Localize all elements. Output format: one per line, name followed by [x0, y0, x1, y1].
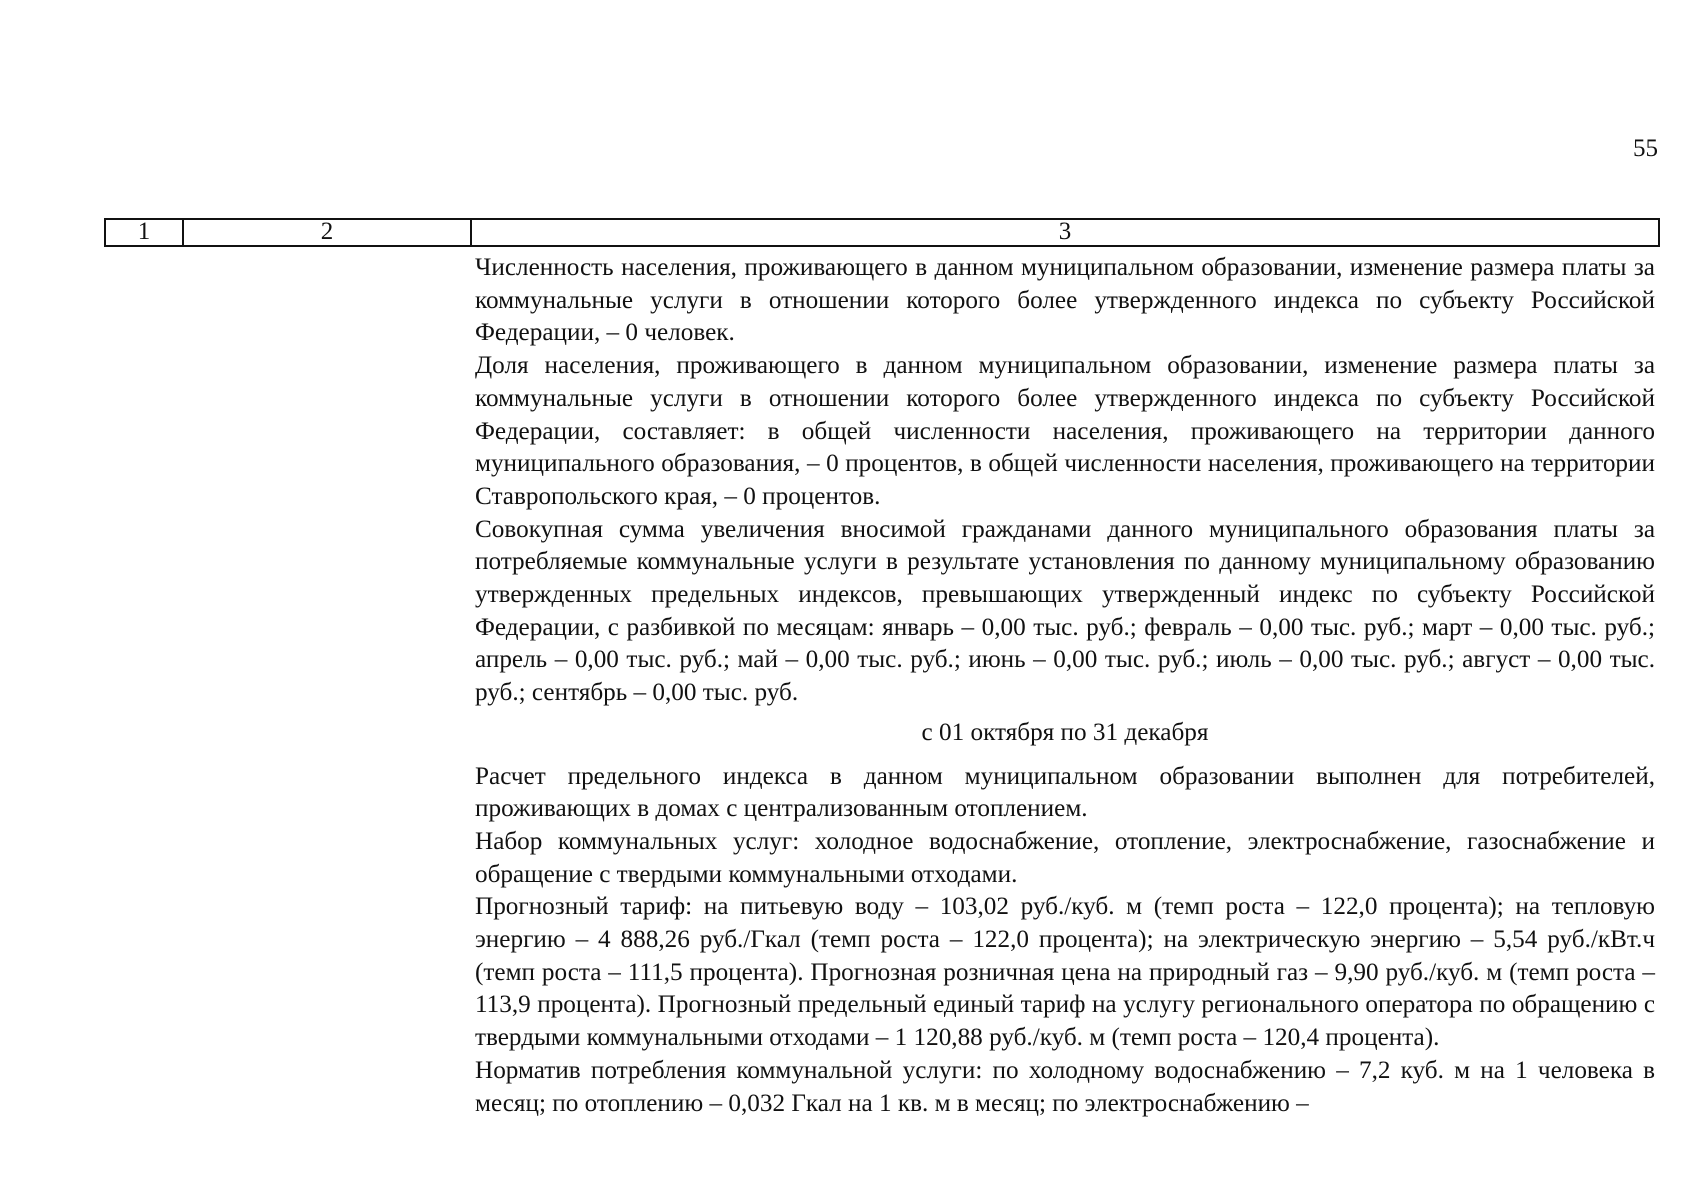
column-header-table — [104, 218, 1660, 247]
paragraph-index-calculation: Расчет предельного индекса в данном муниципальном образовании выполнен для потребителей, проживающих в домах с централизованным отоплением. — [475, 762, 1655, 823]
column-header-1: 1 — [137, 218, 151, 245]
paragraph-consumption-norm: Норматив потребления коммунальной услуги: по холодному водоснабжению – 7,2 куб. м на 1 человека в месяц; по отоплению – 0,032 Гкал на 1 кв. м в месяц; по электроснабжению – — [475, 1056, 1655, 1117]
paragraph-service-set: Набор коммунальных услуг: холодное водоснабжение, отопление, электроснабжение, газоснабжение и обращение с твердыми коммунальными отходами. — [475, 827, 1655, 888]
column-header-2: 2 — [183, 219, 471, 246]
document-body — [475, 252, 1655, 1120]
paragraph-total-increase: Совокупная сумма увеличения вносимой гражданами данного муниципального образования платы за потребляемые коммунальные услуги в результате установления по данному муниципальному образованию утвержденных предельных индексов, превышающих утвержденный индекс по субъекту Российской Федерации, с разбивкой по месяцам: январь – 0,00 тыс. руб.; февраль – 0,00 тыс. руб.; март – 0,00 тыс. руб.; апрель – 0,00 тыс. руб.; май – 0,00 тыс. руб.; июнь – 0,00 тыс. руб.; июль – 0,00 тыс. руб.; август – 0,00 тыс. руб.; сентябрь – 0,00 тыс. руб. — [475, 515, 1655, 707]
paragraph-population-count: Численность населения, проживающего в данном муниципальном образовании, изменение размера платы за коммунальные услуги в отношении которого более утвержденного индекса по субъекту Российской Федерации, – 0 человек. — [475, 254, 1655, 347]
paragraph-population-share: Доля населения, проживающего в данном муниципальном образовании, изменение размера платы за коммунальные услуги в отношении которого более утвержденного индекса по субъекту Российской Федерации, составляет: в общей численности населения, проживающего на территории данного муниципального образования, – 0 процентов, в общей численности населения, проживающего на территории Ставропольского края, – 0 процентов. — [475, 352, 1655, 510]
paragraph-forecast-tariff: Прогнозный тариф: на питьевую воду – 103,02 руб./куб. м (темп роста – 122,0 процента); на тепловую энергию – 4 888,26 руб./Гкал (темп роста – 122,0 процента); на электрическую энергию – 5,54 руб./кВт.ч (темп роста – 111,5 процента). Прогнозная розничная цена на природный газ – 9,90 руб./куб. м (темп роста – 113,9 процента). Прогнозный предельный единый тариф на услугу регионального оператора по обращению с твердыми коммунальными отходами – 1 120,88 руб./куб. м (темп роста – 120,4 процента). — [475, 893, 1655, 1052]
page-number: 55 — [1633, 135, 1658, 162]
column-header-3: 3 — [471, 219, 1659, 246]
section-heading-period: с 01 октября по 31 декабря — [921, 718, 1209, 746]
column-header-row — [105, 219, 1659, 246]
